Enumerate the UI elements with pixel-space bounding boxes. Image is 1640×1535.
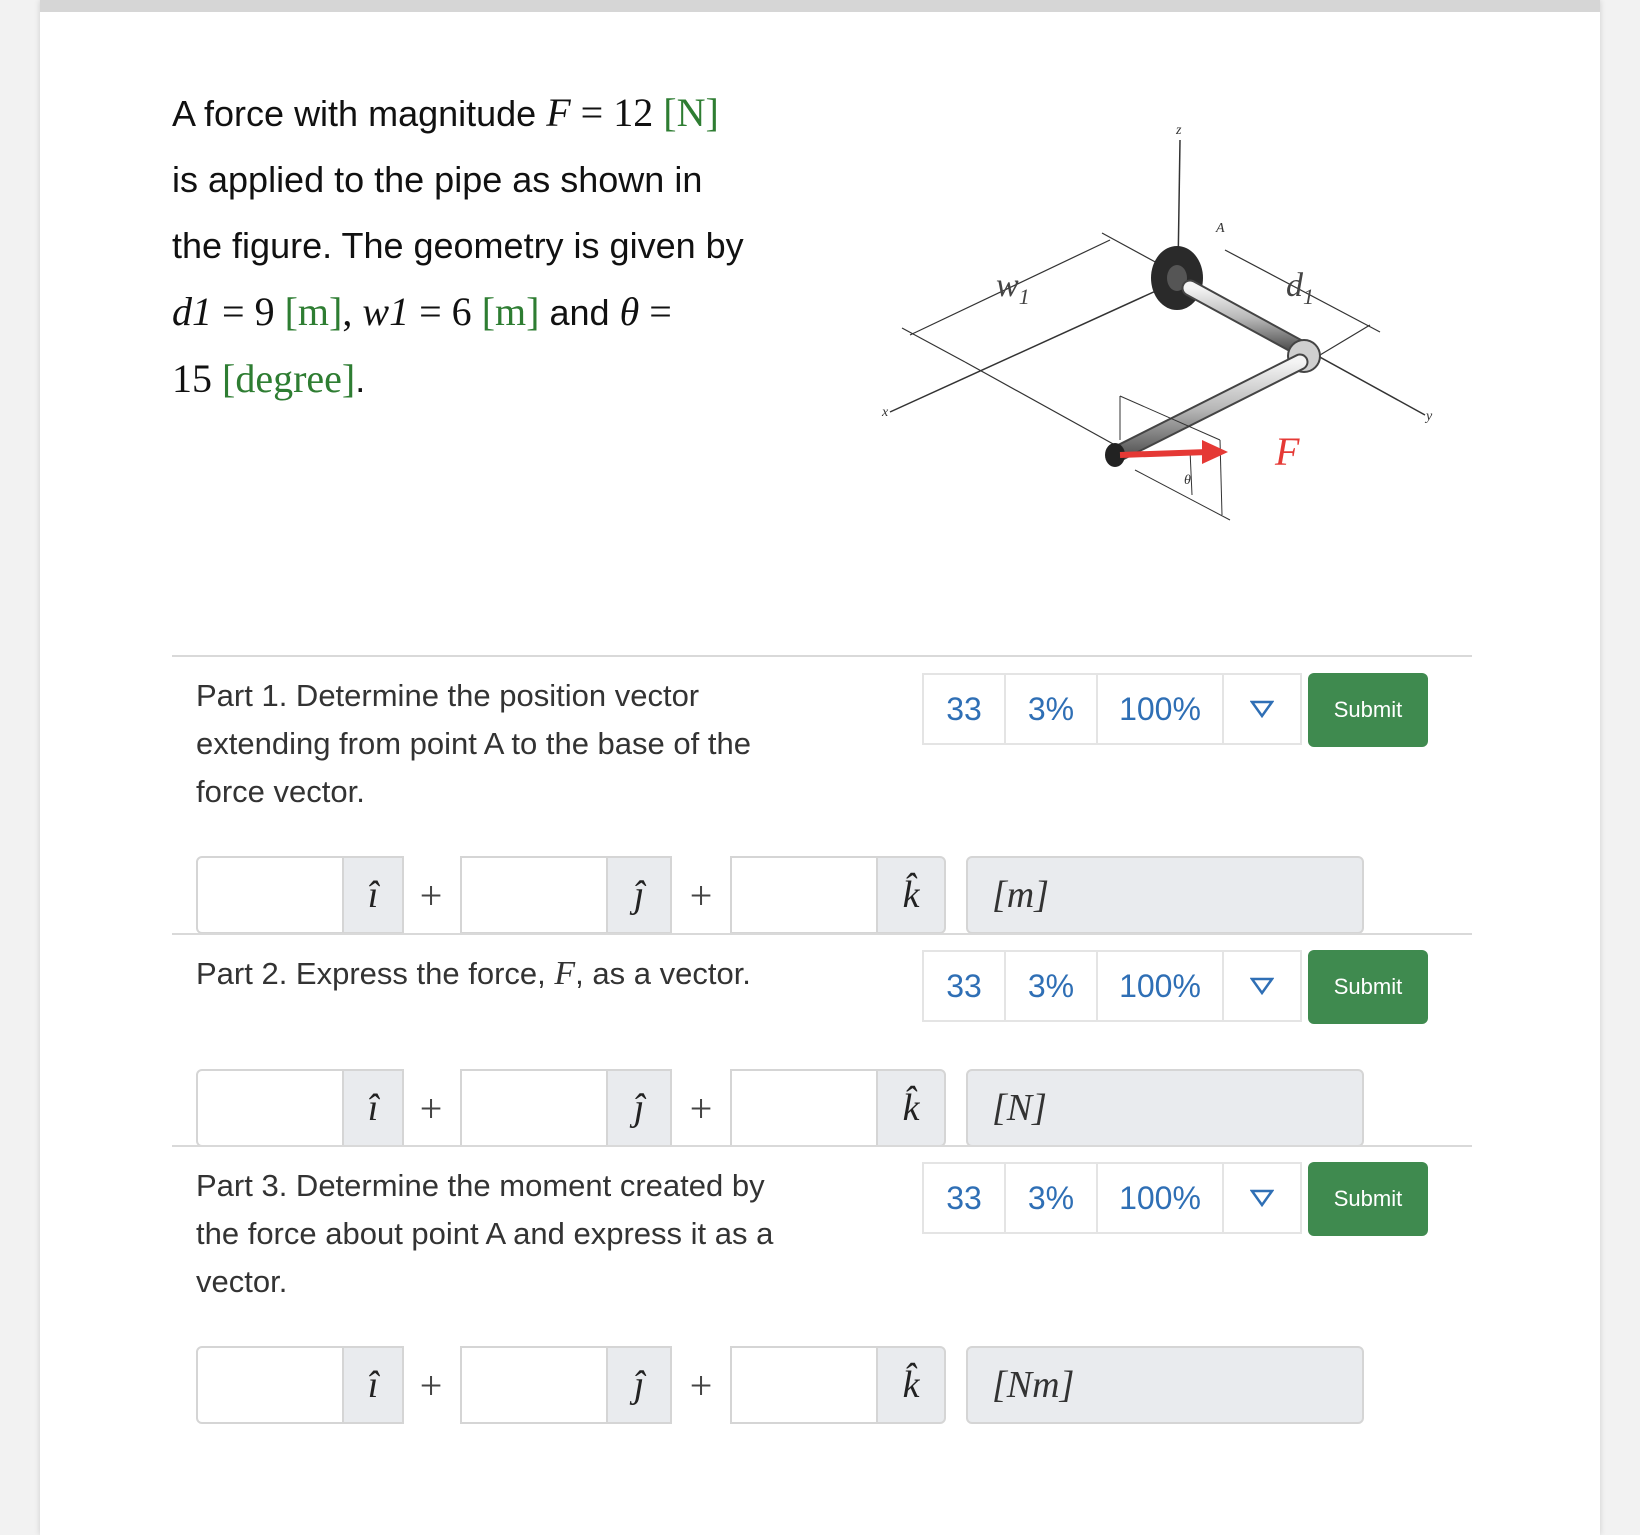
label-A: A xyxy=(1216,221,1225,236)
label-d1: $d_1$ xyxy=(1286,267,1314,309)
triangle-down-icon xyxy=(1250,1189,1274,1207)
part-1-answer-row xyxy=(196,856,1396,934)
i-component-input[interactable] xyxy=(196,856,344,934)
plus-sign: + xyxy=(689,1085,713,1131)
stat-percent: 3% xyxy=(1004,950,1098,1022)
stat-score: 100% xyxy=(1096,1162,1224,1234)
dropdown-toggle[interactable] xyxy=(1222,950,1302,1022)
problem-line-1: A force with magnitude F = 12 [N] xyxy=(172,90,719,135)
problem-line-2: is applied to the pipe as shown in xyxy=(172,159,703,200)
stat-attempts: 33 xyxy=(922,673,1006,745)
k-hat-label: k̂ xyxy=(876,856,946,934)
label-w1: $w_1$ xyxy=(996,267,1030,309)
divider-1 xyxy=(172,655,1472,657)
problem-line-4: d1 = 9 [m], w1 = 6 [m] and θ = xyxy=(172,289,672,334)
k-hat-label: k̂ xyxy=(876,1069,946,1147)
x-axis xyxy=(890,280,1180,412)
problem-statement xyxy=(172,80,812,413)
j-component-input[interactable] xyxy=(460,1346,608,1424)
k-component-input[interactable] xyxy=(730,1346,878,1424)
pipe-figure xyxy=(880,100,1520,560)
problem-line-5: 15 [degree]. xyxy=(172,356,366,401)
triangle-down-icon xyxy=(1250,700,1274,718)
force-arrow xyxy=(1120,452,1208,455)
stat-percent: 3% xyxy=(1004,1162,1098,1234)
i-hat-label: î xyxy=(342,856,404,934)
problem-card xyxy=(40,0,1600,1535)
unit-display: [Nm] xyxy=(966,1346,1364,1424)
plus-sign: + xyxy=(419,872,443,918)
stat-attempts: 33 xyxy=(922,1162,1006,1234)
part-1-text: Part 1. Determine the position vector extending from point A to the base of the force vector. xyxy=(196,678,751,809)
part-2-submit-button[interactable]: Submit xyxy=(1308,950,1428,1024)
unit-display: [m] xyxy=(966,856,1364,934)
dropdown-toggle[interactable] xyxy=(1222,1162,1302,1234)
plus-sign: + xyxy=(689,872,713,918)
part-2-answer-row xyxy=(196,1069,1396,1147)
part-1-submit-button[interactable]: Submit xyxy=(1308,673,1428,747)
stat-score: 100% xyxy=(1096,950,1224,1022)
j-hat-label: ĵ xyxy=(606,1069,672,1147)
dropdown-toggle[interactable] xyxy=(1222,673,1302,745)
top-bar xyxy=(40,0,1600,12)
k-component-input[interactable] xyxy=(730,1069,878,1147)
part-2-text: Part 2. Express the force, F, as a vector. xyxy=(196,955,751,992)
stat-score: 100% xyxy=(1096,673,1224,745)
i-hat-label: î xyxy=(342,1069,404,1147)
i-hat-label: î xyxy=(342,1346,404,1424)
k-hat-label: k̂ xyxy=(876,1346,946,1424)
label-theta: θ xyxy=(1184,473,1191,488)
stat-attempts: 33 xyxy=(922,950,1006,1022)
label-z: z xyxy=(1176,123,1182,138)
problem-line-3: the figure. The geometry is given by xyxy=(172,225,744,266)
i-component-input[interactable] xyxy=(196,1346,344,1424)
j-component-input[interactable] xyxy=(460,856,608,934)
plus-sign: + xyxy=(419,1085,443,1131)
divider-3 xyxy=(172,1145,1472,1147)
j-component-input[interactable] xyxy=(460,1069,608,1147)
part-3-stats xyxy=(922,1162,1300,1234)
part-1-stats xyxy=(922,673,1300,745)
plus-sign: + xyxy=(419,1362,443,1408)
label-y: y xyxy=(1426,409,1433,424)
k-component-input[interactable] xyxy=(730,856,878,934)
part-2-stats xyxy=(922,950,1300,1022)
j-hat-label: ĵ xyxy=(606,856,672,934)
j-hat-label: ĵ xyxy=(606,1346,672,1424)
i-component-input[interactable] xyxy=(196,1069,344,1147)
part-3-text: Part 3. Determine the moment created by the force about point A and express it as a vector. xyxy=(196,1168,774,1299)
unit-display: [N] xyxy=(966,1069,1364,1147)
plus-sign: + xyxy=(689,1362,713,1408)
part-3-submit-button[interactable]: Submit xyxy=(1308,1162,1428,1236)
label-x: x xyxy=(882,405,889,420)
triangle-down-icon xyxy=(1250,977,1274,995)
stat-percent: 3% xyxy=(1004,673,1098,745)
label-F: F xyxy=(1275,429,1300,474)
part-3-answer-row xyxy=(196,1346,1396,1424)
divider-2 xyxy=(172,933,1472,935)
